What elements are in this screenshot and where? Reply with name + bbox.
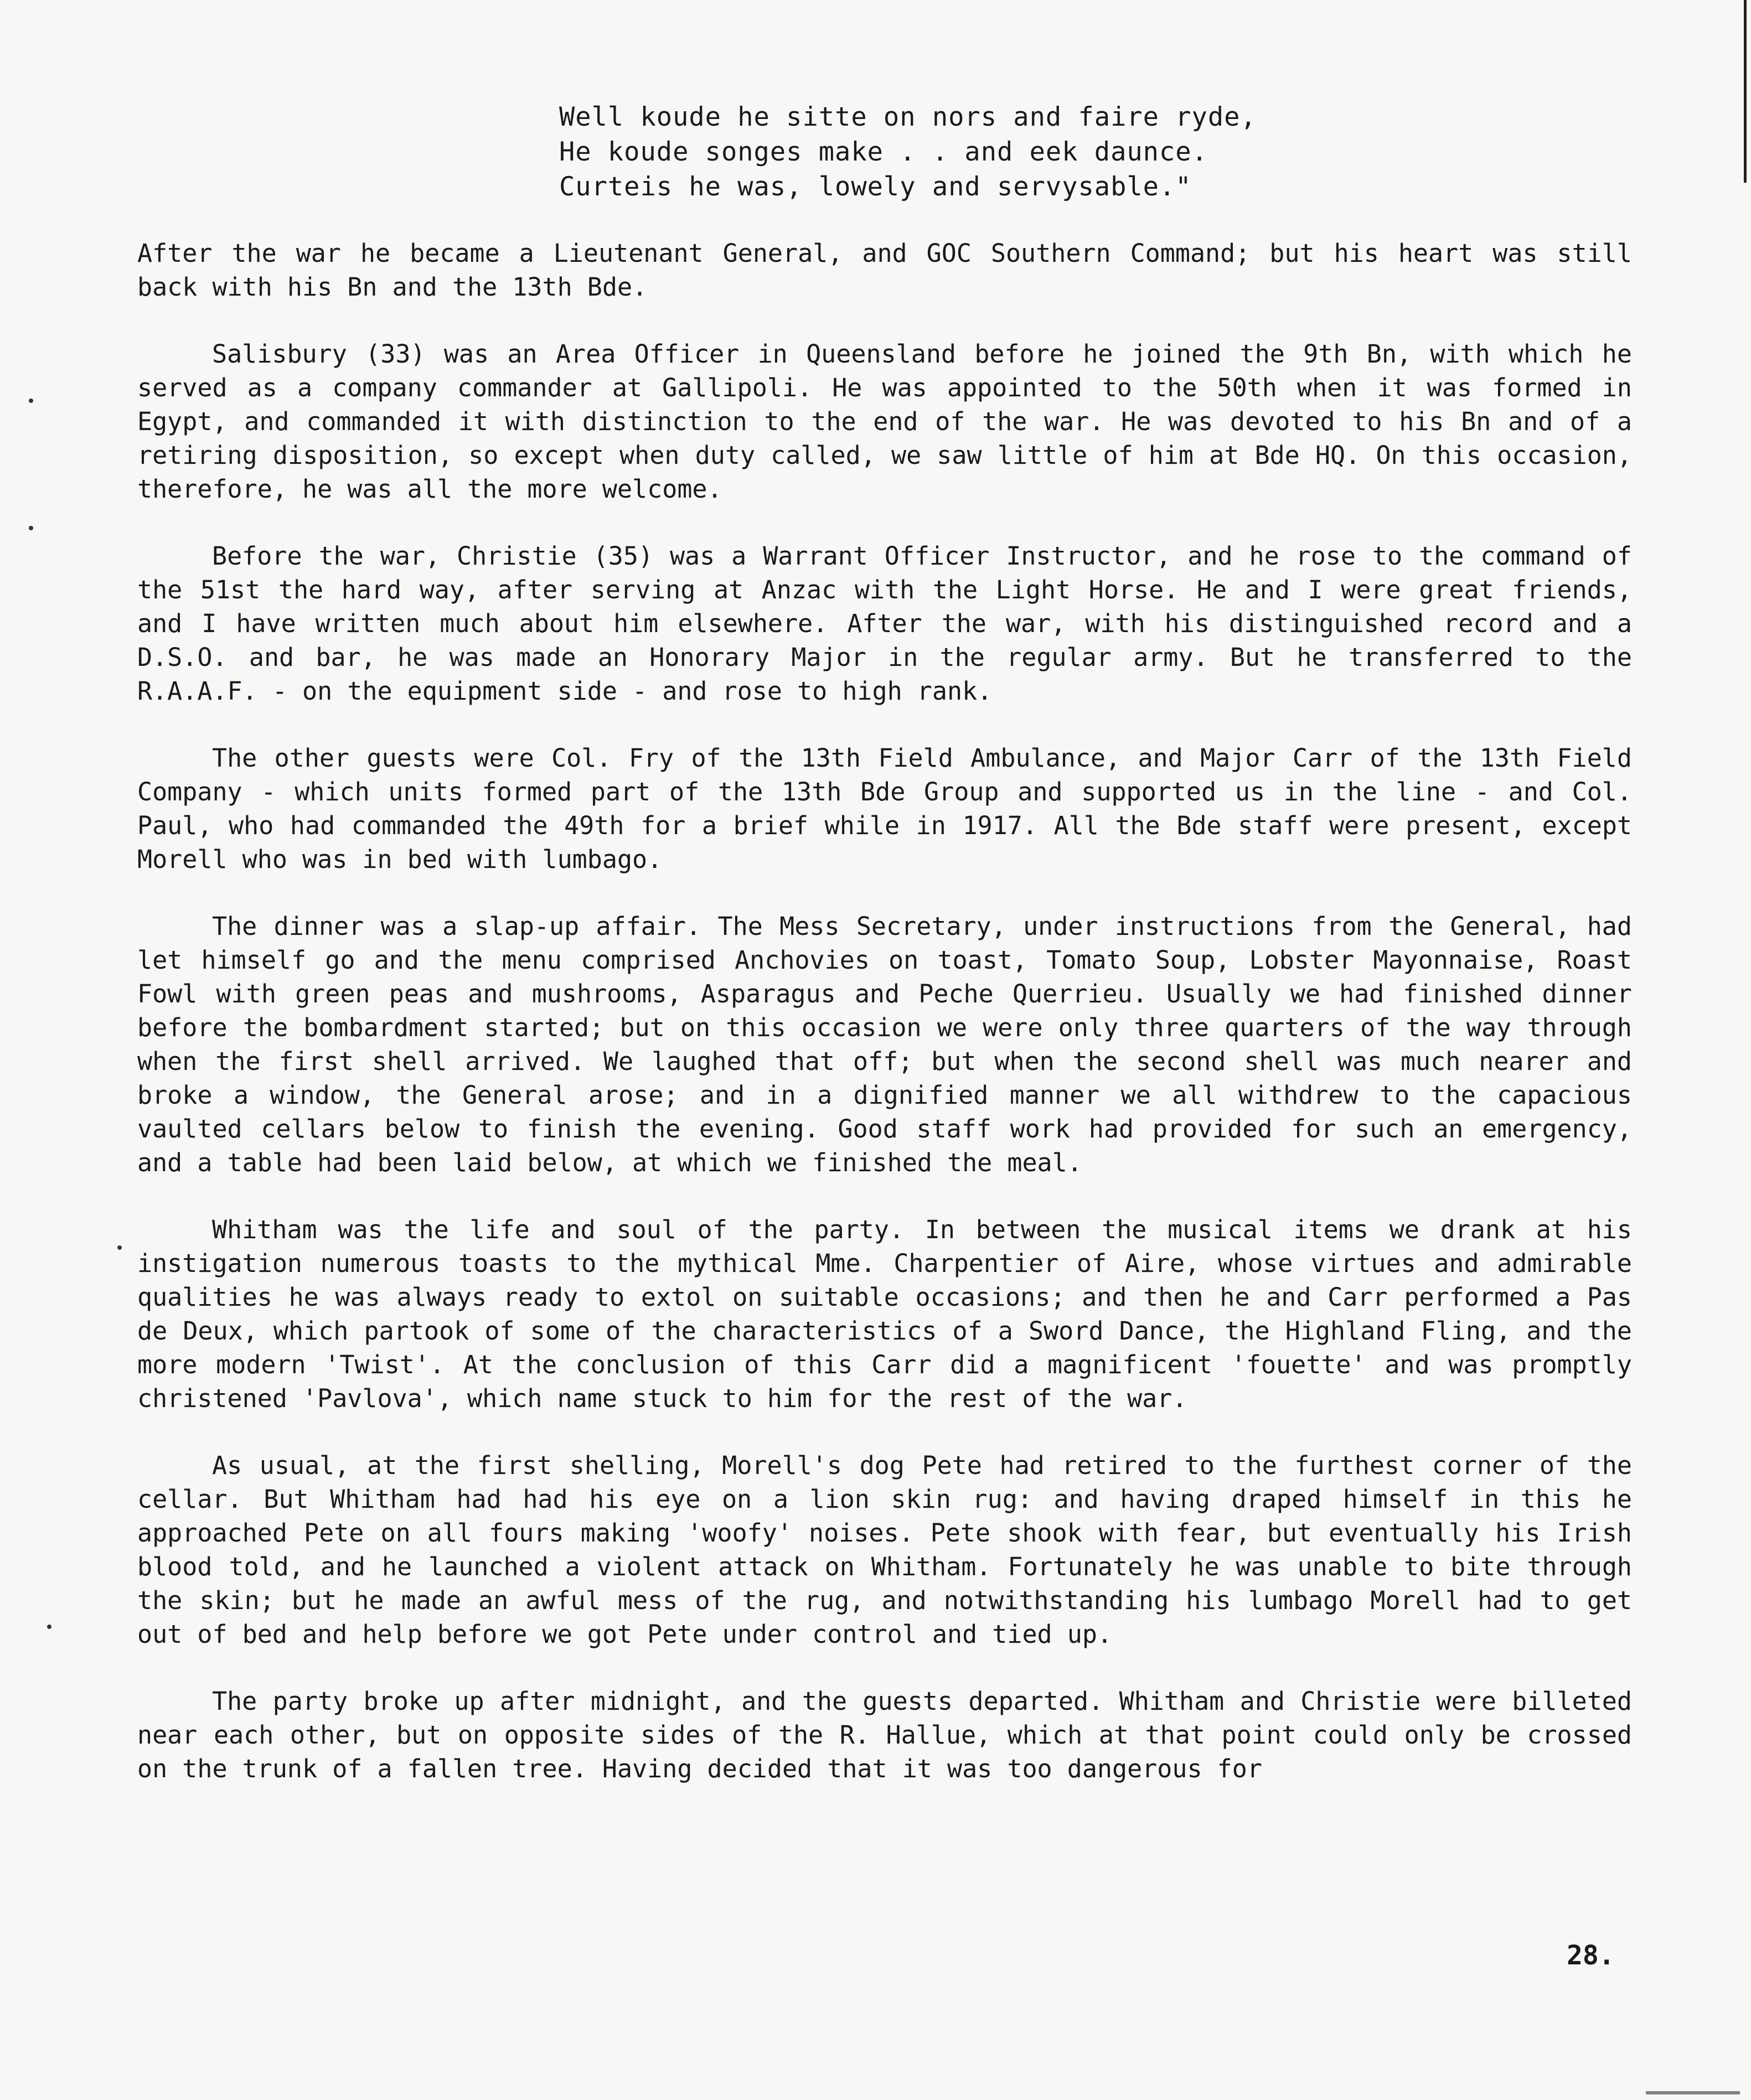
scan-speck (117, 1245, 122, 1250)
paragraph: The dinner was a slap-up affair. The Mess Secretary, under instructions from the General, had let himself go and the menu comprised Anchovies on toast, Tomato Soup, Lobster Mayonnaise, Roast Fowl with green peas and mushrooms, Asparagus and Peche Querrieu. Usually we had finished dinner before the bombardment started; but on this occasion we were only three quarters of the way through when the first shell arrived. We laughed that off; but when the second shell was much nearer and broke a window, the General arose; and in a dignified manner we all withdrew to the capacious vaulted cellars below to finish the evening. Good staff work had provided for such an emergency, and a table had been laid below, at which we finished the meal. (137, 912, 1632, 1177)
body-text (137, 236, 1632, 1819)
verse-line: Well koude he sitte on nors and faire ryde, (559, 102, 1257, 132)
paragraph: Salisbury (33) was an Area Officer in Queensland before he joined the 9th Bn, with which he served as a company commander at Gallipoli. He was appointed to the 50th when it was formed in Egypt, and commanded it with distinction to the end of the war. He was devoted to his Bn and of a retiring disposition, so except when duty called, we saw little of him at Bde HQ. On this occasion, therefore, he was all the more welcome. (137, 339, 1632, 504)
verse-quote (559, 100, 1390, 204)
scan-speck (47, 1625, 51, 1629)
scan-speck (29, 526, 33, 530)
page-edge-rule (1744, 0, 1747, 183)
paragraph: The party broke up after midnight, and the guests departed. Whitham and Christie were billeted near each other, but on opposite sides of the R. Hallue, which at that point could only be crossed on the trunk of a fallen tree. Having decided that it was too dangerous for (137, 1687, 1632, 1783)
paragraph: The other guests were Col. Fry of the 13th Field Ambulance, and Major Carr of the 13th Field Company - which units formed part of the 13th Bde Group and supported us in the line - and Col. Paul, who had commanded the 49th for a brief while in 1917. All the Bde staff were present, except Morell who was in bed with lumbago. (137, 743, 1632, 874)
paragraph: Before the war, Christie (35) was a Warrant Officer Instructor, and he rose to the command of the 51st the hard way, after serving at Anzac with the Light Horse. He and I were great friends, and I have written much about him elsewhere. After the war, with his distinguished record and a D.S.O. and bar, he was made an Honorary Major in the regular army. But he transferred to the R.A.A.F. - on the equipment side - and rose to high rank. (137, 541, 1632, 706)
verse-line: Curteis he was, lowely and servysable." (559, 172, 1192, 202)
paragraph: After the war he became a Lieutenant General, and GOC Southern Command; but his heart was still back with his Bn and the 13th Bde. (137, 239, 1632, 302)
paragraph: As usual, at the first shelling, Morell's dog Pete had retired to the furthest corner of the cellar. But Whitham had had his eye on a lion skin rug: and having draped himself in this he approached Pete on all fours making 'woofy' noises. Pete shook with fear, but eventually his Irish blood told, and he launched a violent attack on Whitham. Fortunately he was unable to bite through the skin; but he made an awful mess of the rug, and notwithstanding his lumbago Morell had to get out of bed and help before we got Pete under control and tied up. (137, 1451, 1632, 1649)
page-number: 28. (1567, 1940, 1615, 1971)
verse-line: He koude songes make . . and eek daunce. (559, 137, 1208, 167)
scan-speck (29, 399, 33, 403)
scan-smudge (1646, 2091, 1740, 2094)
paragraph: Whitham was the life and soul of the party. In between the musical items we drank at his instigation numerous toasts to the mythical Mme. Charpentier of Aire, whose virtues and admirable qualities he was always ready to extol on suitable occasions; and then he and Carr performed a Pas de Deux, which partook of some of the characteristics of a Sword Dance, the Highland Fling, and the more modern 'Twist'. At the conclusion of this Carr did a magnificent 'fouette' and was promptly christened 'Pavlova', which name stuck to him for the rest of the war. (137, 1215, 1632, 1413)
